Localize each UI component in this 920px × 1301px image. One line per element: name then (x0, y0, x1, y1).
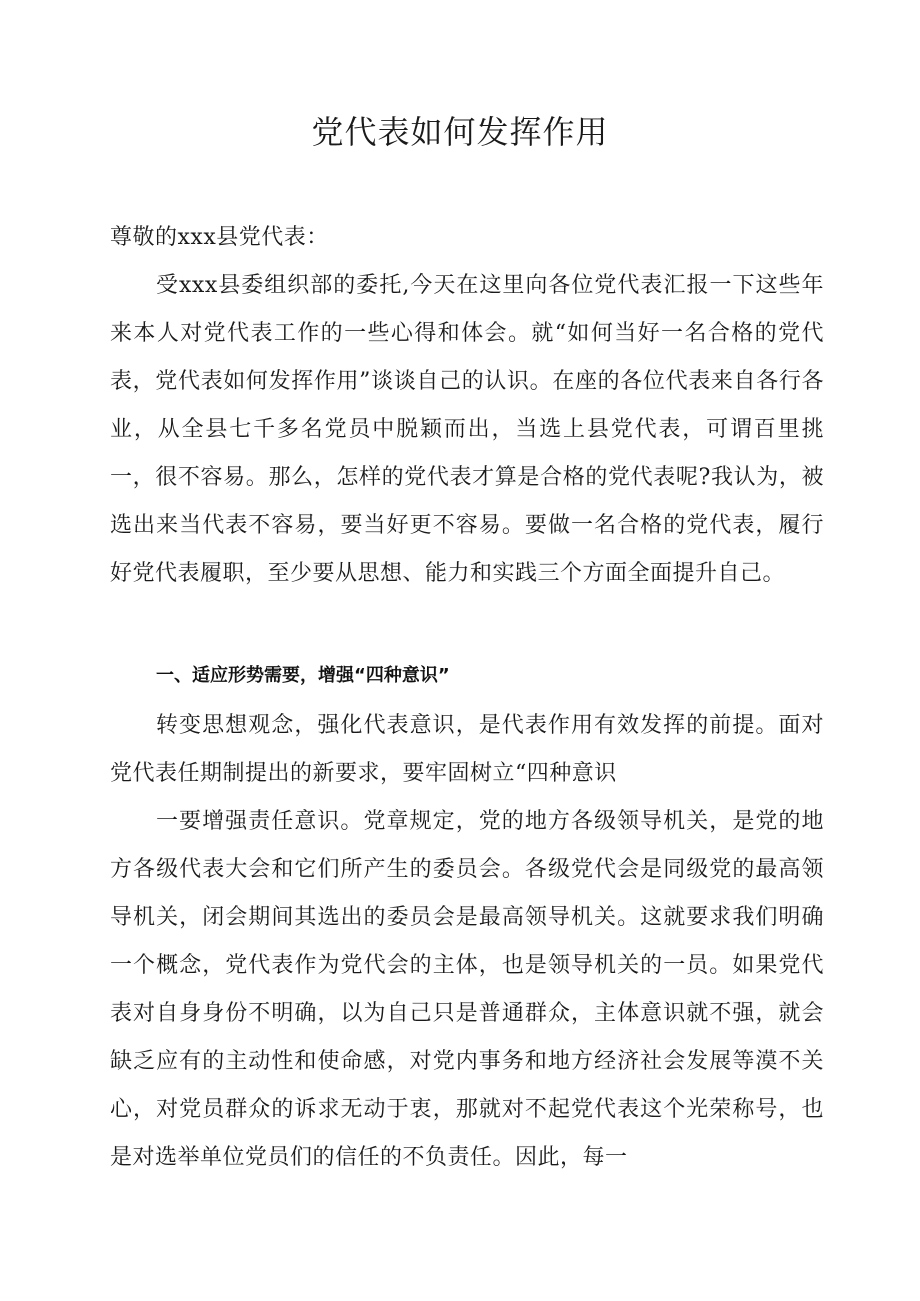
section-heading-1: 一、适应形势需要，增强“四种意识” (156, 665, 450, 686)
document-title: 党代表如何发挥作用 (311, 113, 609, 151)
salutation: 尊敬的xxx县党代表： (110, 225, 329, 250)
paragraph-section1-intro: 转变思想观念，强化代表意识，是代表作用有效发挥的前提。面对党代表任期制提出的新要求，要牢固树立“四种意识 (110, 713, 824, 786)
paragraph-responsibility: 一要增强责任意识。党章规定，党的地方各级领导机关，是党的地方各级代表大会和它们所产生的委员会。各级党代会是同级党的最高领导机关，闭会期间其选出的委员会是最高领导机关。这就要求我们明确一个概念，党代表作为党代会的主体，也是领导机关的一员。如果党代表对自身身份不明确，以为自己只是普通群众，主体意识就不强，就会缺乏应有的主动性和使命感，对党内事务和地方经济社会发展等漠不关心，对党员群众的诉求无动于衷，那就对不起党代表这个光荣称号，也是对选举单位党员们的信任的不负责任。因此，每一 (110, 809, 824, 1170)
paragraph-intro: 受xxx县委组织部的委托,今天在这里向各位党代表汇报一下这些年来本人对党代表工作的一些心得和体会。就“如何当好一名合格的党代表，党代表如何发挥作用”谈谈自己的认识。在座的各位代表来自各行各业，从全县七千多名党员中脱颖而出，当选上县党代表，可谓百里挑一，很不容易。那么，怎样的党代表才算是合格的党代表呢?我认为，被选出来当代表不容易，要当好更不容易。要做一名合格的党代表，履行好党代表履职，至少要从思想、能力和实践三个方面全面提升自己。 (110, 273, 824, 586)
